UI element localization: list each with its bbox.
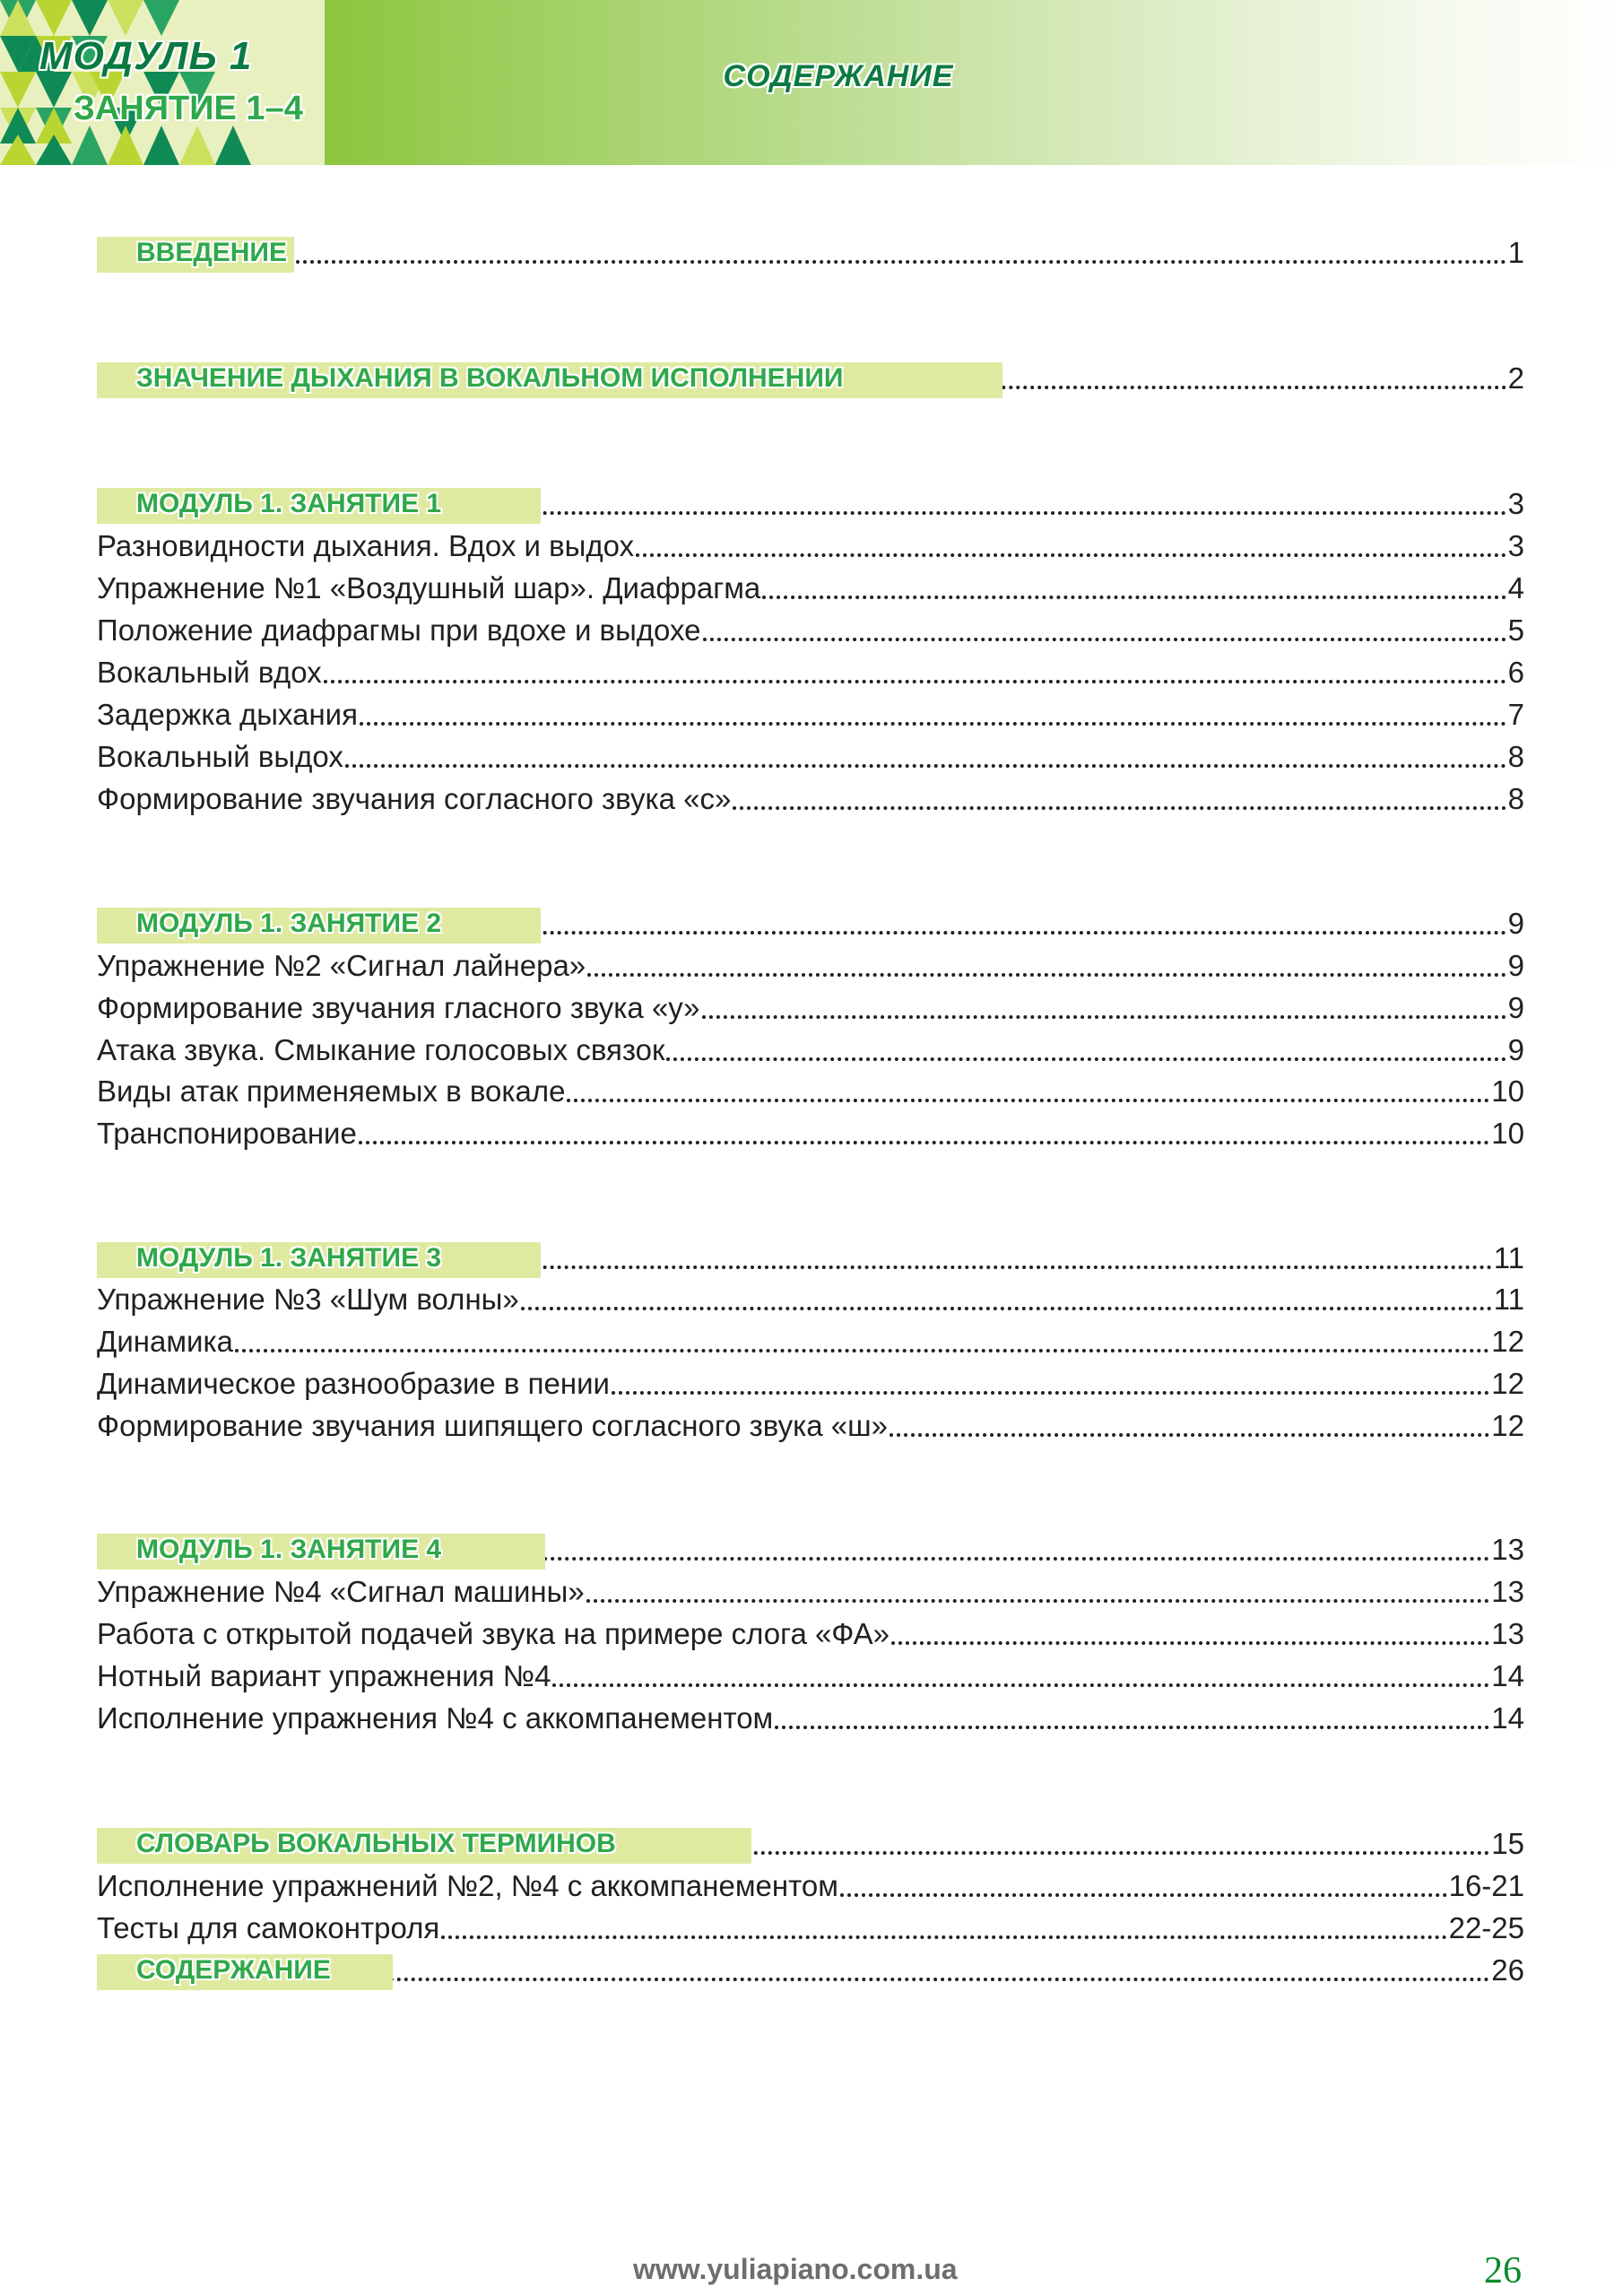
toc-entry-page: 15 xyxy=(1491,1827,1524,1860)
toc-entry[interactable] xyxy=(97,987,1524,1026)
toc-entry-title: Виды атак применяемых в вокале xyxy=(97,1074,566,1108)
toc-entry[interactable] xyxy=(97,1570,1524,1610)
toc-section-heading[interactable] xyxy=(97,902,1524,942)
toc-entry-title: Исполнение упражнений №2, №4 с аккомпанементом xyxy=(97,1869,838,1902)
toc-entry-title: ВВЕДЕНИЕ xyxy=(136,238,287,267)
module-label: МОДУЛЬ 1 xyxy=(39,34,253,78)
toc-entry-page: 1 xyxy=(1507,236,1524,269)
toc-entry-title: Тесты для самоконтроля xyxy=(97,1911,440,1944)
dot-leader xyxy=(324,655,1506,691)
toc-entry-title: Упражнение №3 «Шум волны» xyxy=(97,1283,519,1316)
toc-entry-page: 2 xyxy=(1507,361,1524,395)
toc-entry-page: 10 xyxy=(1491,1074,1524,1108)
toc-entry-title: Работа с открытой подачей звука на примере слога «ФА» xyxy=(97,1617,890,1650)
dot-leader xyxy=(359,1116,1489,1152)
dot-leader xyxy=(443,906,1506,942)
dot-leader xyxy=(289,235,1506,271)
toc-entry-page: 26 xyxy=(1491,1953,1524,1987)
dot-leader xyxy=(552,1658,1489,1694)
toc-entry-title: Разновидности дыхания. Вдох и выдох xyxy=(97,529,635,562)
dot-leader xyxy=(890,1408,1489,1444)
toc-section-heading[interactable] xyxy=(97,1822,1524,1862)
toc-entry-title: Атака звука. Смыкание голосовых связок xyxy=(97,1033,665,1066)
toc-section-heading[interactable] xyxy=(97,357,1524,396)
toc-entry[interactable] xyxy=(97,1697,1524,1736)
dot-leader xyxy=(360,697,1506,733)
toc-entry-page: 9 xyxy=(1507,907,1524,940)
toc-entry-page: 3 xyxy=(1507,487,1524,520)
toc-entry-page: 3 xyxy=(1507,529,1524,562)
toc-entry-page: 12 xyxy=(1491,1367,1524,1400)
toc-entry-title: Динамическое разнообразие в пении xyxy=(97,1367,610,1400)
toc-entry-title: СОДЕРЖАНИЕ xyxy=(136,1955,331,1985)
toc-entry[interactable] xyxy=(97,1362,1524,1402)
dot-leader xyxy=(443,486,1506,522)
toc-entry-page: 5 xyxy=(1507,613,1524,647)
footer-page-number: 26 xyxy=(1484,2250,1522,2292)
toc-entry[interactable] xyxy=(97,1112,1524,1152)
toc-entry[interactable] xyxy=(97,778,1524,817)
toc-entry-title: МОДУЛЬ 1. ЗАНЯТИЕ 1 xyxy=(136,489,442,518)
dot-leader xyxy=(443,1240,1492,1276)
dot-leader xyxy=(891,1616,1489,1652)
toc-section-heading[interactable] xyxy=(97,1237,1524,1276)
toc-entry-page: 10 xyxy=(1491,1117,1524,1150)
toc-entry-page: 8 xyxy=(1507,740,1524,773)
toc-entry[interactable] xyxy=(97,1907,1524,1946)
toc-entry-page: 8 xyxy=(1507,782,1524,815)
toc-entry-title: Транспонирование xyxy=(97,1117,357,1150)
toc-entry[interactable] xyxy=(97,1070,1524,1109)
dot-leader xyxy=(441,1910,1446,1946)
toc-entry-page: 13 xyxy=(1491,1533,1524,1566)
toc-entry[interactable] xyxy=(97,693,1524,733)
toc-entry-page: 9 xyxy=(1507,1033,1524,1066)
toc-entry-title: Формирование звучания шипящего согласного звука «ш» xyxy=(97,1409,888,1442)
dot-leader xyxy=(333,1952,1489,1988)
toc-entry[interactable] xyxy=(97,1029,1524,1068)
toc-entry-page: 12 xyxy=(1491,1325,1524,1358)
dot-leader xyxy=(840,1868,1447,1904)
toc-section-heading[interactable] xyxy=(97,1528,1524,1568)
toc-entry-title: Задержка дыхания xyxy=(97,698,358,731)
toc-entry[interactable] xyxy=(97,1655,1524,1694)
toc-entry-title: МОДУЛЬ 1. ЗАНЯТИЕ 4 xyxy=(136,1535,442,1564)
toc-entry[interactable] xyxy=(97,525,1524,564)
toc-entry[interactable] xyxy=(97,1278,1524,1318)
toc-entry-page: 16-21 xyxy=(1448,1869,1524,1902)
dot-leader xyxy=(762,570,1506,606)
footer-website-link[interactable]: www.yuliapiano.com.ua xyxy=(633,2253,958,2285)
toc-entry-title: Нотный вариант упражнения №4 xyxy=(97,1659,551,1692)
dot-leader xyxy=(587,948,1506,984)
toc-entry[interactable] xyxy=(97,1613,1524,1652)
toc-entry-page: 14 xyxy=(1491,1701,1524,1735)
toc-entry[interactable] xyxy=(97,735,1524,775)
dot-leader xyxy=(586,1574,1490,1610)
toc-entry[interactable] xyxy=(97,1865,1524,1904)
toc-section-heading[interactable] xyxy=(97,231,1524,271)
toc-section-heading[interactable] xyxy=(97,1949,1524,1988)
toc-entry[interactable] xyxy=(97,609,1524,648)
toc-entry-title: Упражнение №4 «Сигнал машины» xyxy=(97,1575,585,1608)
toc-entry-title: МОДУЛЬ 1. ЗАНЯТИЕ 2 xyxy=(136,909,442,938)
dot-leader xyxy=(703,613,1506,648)
dot-leader xyxy=(235,1324,1489,1360)
toc-entry-title: Исполнение упражнения №4 с аккомпанементом xyxy=(97,1701,774,1735)
toc-entry[interactable] xyxy=(97,1320,1524,1360)
toc-entry[interactable] xyxy=(97,567,1524,606)
dot-leader xyxy=(775,1700,1489,1736)
dot-leader xyxy=(345,739,1506,775)
toc-section-heading[interactable] xyxy=(97,483,1524,522)
toc-entry-title: Упражнение №2 «Сигнал лайнера» xyxy=(97,949,586,982)
toc-entry[interactable] xyxy=(97,944,1524,984)
toc-entry-page: 4 xyxy=(1507,571,1524,604)
toc-entry-title: Вокальный выдох xyxy=(97,740,343,773)
toc-entry-page: 14 xyxy=(1491,1659,1524,1692)
toc-entry-title: Вокальный вдох xyxy=(97,656,322,689)
toc-entry-title: Формирование звучания гласного звука «у» xyxy=(97,991,700,1024)
toc-entry-page: 13 xyxy=(1491,1617,1524,1650)
toc-entry-title: Формирование звучания согласного звука «с» xyxy=(97,782,732,815)
toc-entry-page: 9 xyxy=(1507,991,1524,1024)
toc-entry-page: 9 xyxy=(1507,949,1524,982)
toc-entry-page: 22-25 xyxy=(1448,1911,1524,1944)
toc-entry[interactable] xyxy=(97,1405,1524,1444)
page-title: СОДЕРЖАНИЕ xyxy=(723,59,954,93)
toc-entry-page: 11 xyxy=(1493,1283,1524,1316)
dot-leader xyxy=(702,990,1506,1026)
page-header xyxy=(0,0,1623,165)
dot-leader xyxy=(443,1532,1489,1568)
toc-entry[interactable] xyxy=(97,651,1524,691)
toc-entry-title: Динамика xyxy=(97,1325,233,1358)
toc-entry-title: Упражнение №1 «Воздушный шар». Диафрагма xyxy=(97,571,761,604)
toc-entry-page: 12 xyxy=(1491,1409,1524,1442)
dot-leader xyxy=(666,1032,1506,1068)
dot-leader xyxy=(521,1282,1492,1318)
dot-leader xyxy=(612,1366,1489,1402)
toc-entry-title: ЗНАЧЕНИЕ ДЫХАНИЯ В ВОКАЛЬНОМ ИСПОЛНЕНИИ xyxy=(136,363,844,393)
toc-entry-title: Положение диафрагмы при вдохе и выдохе xyxy=(97,613,701,647)
toc-entry-page: 13 xyxy=(1491,1575,1524,1608)
dot-leader xyxy=(567,1074,1489,1109)
toc-entry-title: МОДУЛЬ 1. ЗАНЯТИЕ 3 xyxy=(136,1243,442,1273)
toc-entry-page: 7 xyxy=(1507,698,1524,731)
dot-leader xyxy=(733,781,1506,817)
dot-leader xyxy=(636,528,1506,564)
lesson-label: ЗАНЯТИЕ 1–4 xyxy=(74,90,303,127)
toc-entry-title: СЛОВАРЬ ВОКАЛЬНЫХ ТЕРМИНОВ xyxy=(136,1829,616,1858)
toc-entry-page: 6 xyxy=(1507,656,1524,689)
toc-entry-page: 11 xyxy=(1493,1241,1524,1274)
